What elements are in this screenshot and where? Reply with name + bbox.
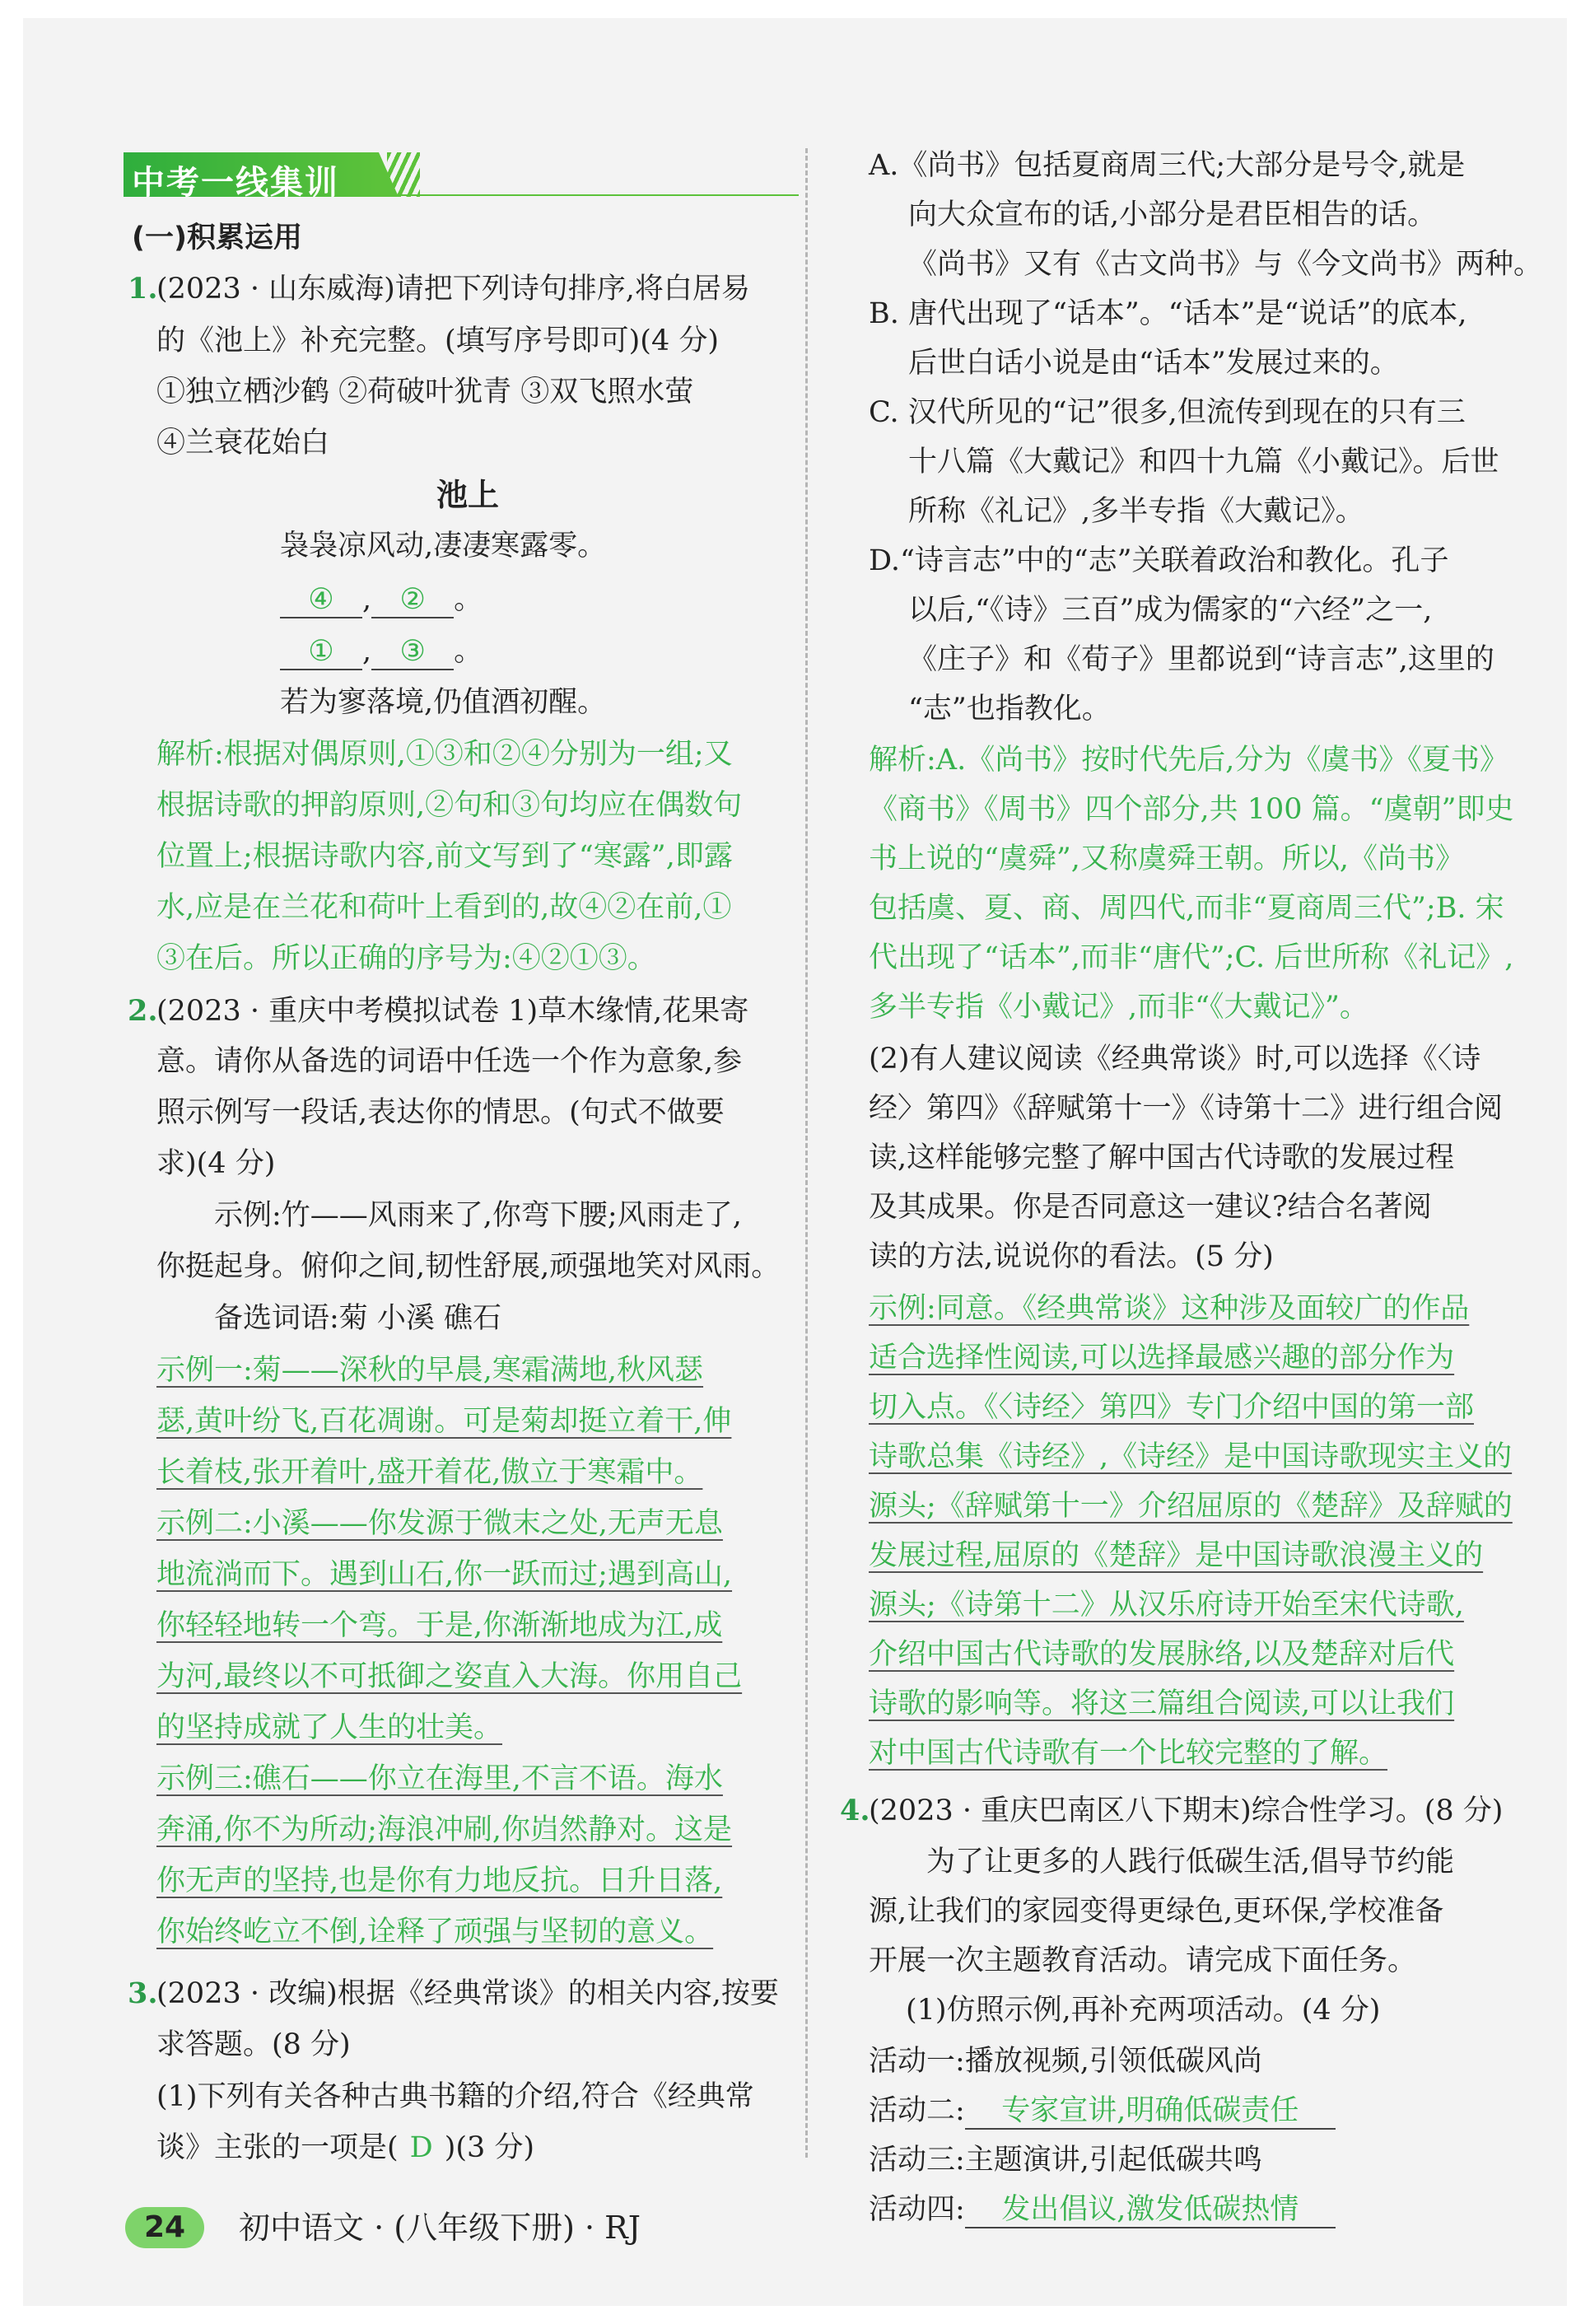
option-text: B. 唐代出现了“话本”。“话本”是“说话”的底本, [869,297,1467,330]
analysis-text: 位置上;根据诗歌内容,前文写到了“寒露”,即露 [156,840,733,873]
question-text: 经〉第四》《辞赋第十一》《诗第十二》进行组合阅 [869,1092,1504,1125]
question-text: (1)下列有关各种古典书籍的介绍,符合《经典常 [156,2080,754,2113]
analysis-text: 多半专指《小戴记》,而非“《大戴记》”。 [869,991,1369,1024]
question-text: (1)仿照示例,再补充两项活动。(4 分) [906,1994,1381,2027]
poem-line: 袅袅凉风动,凄凄寒露零。 [280,530,607,562]
option-text: 十八篇《大戴记》和四十九篇《小戴记》。后世 [908,446,1499,478]
answer-text: 适合选择性阅读,可以选择最感兴趣的部分作为 [869,1342,1455,1374]
answer-text: 源头;《诗第十二》从汉乐府诗开始至宋代诗歌, [869,1589,1464,1622]
answer-text: 切入点。《〈诗经〉第四》专门介绍中国的第一部 [869,1391,1475,1424]
subsection-heading: (一)积累运用 [132,222,302,254]
question-text: (2023 · 重庆中考模拟试卷 1)草木缘情,花果寄 [156,995,749,1028]
question-text: 求)(4 分) [156,1147,276,1180]
activity-answer: 发出倡议,激发低碳热情 [965,2192,1336,2228]
option-text: 《尚书》又有《古文尚书》与《今文尚书》两种。 [908,248,1543,281]
answer-text: 对中国古代诗歌有一个比较完整的了解。 [869,1737,1388,1770]
answer-text: 你轻轻地转一个弯。于是,你渐渐地成为江,成 [156,1609,723,1642]
poem-blank-line: ④ , ② 。 [280,582,483,618]
answer-text: 示例一:菊——深秋的早晨,寒霜满地,秋风瑟 [156,1354,704,1387]
poem-title: 池上 [436,476,500,513]
choice-answer: D [409,2131,433,2164]
poem-line: 若为寥落境,仍值酒初醒。 [280,686,607,719]
activity-item: 活动四: 发出倡议,激发低碳热情 [869,2192,1336,2228]
answer-text: 示例三:礁石——你立在海里,不言不语。海水 [156,1762,723,1795]
option-text: 后世白话小说是由“话本”发展过来的。 [908,347,1399,380]
question-text: 求答题。(8 分) [156,2028,351,2061]
question-number: 2. [128,994,158,1028]
question-text: 的《池上》补充完整。(填写序号即可)(4 分) [156,324,720,357]
question-text: 谈》主张的一项是( D )(3 分) [156,2131,535,2164]
option-text: A.《尚书》包括夏商周三代;大部分是号令,就是 [869,149,1466,182]
question-number: 3. [128,1976,158,2010]
answer-text: 为河,最终以不可抵御之姿直入大海。你用自己 [156,1660,743,1693]
answer-text: 诗歌总集《诗经》,《诗经》是中国诗歌现实主义的 [869,1440,1513,1473]
activity-answer: 专家宣讲,明确低碳责任 [965,2093,1336,2130]
answer-text: 发展过程,屈原的《楚辞》是中国诗歌浪漫主义的 [869,1539,1484,1572]
option-text: “志”也指教化。 [908,693,1111,726]
analysis-text: ③在后。所以正确的序号为:④②①③。 [156,942,656,975]
example-text: 示例:竹——风雨来了,你弯下腰;风雨走了, [214,1199,742,1232]
answer-text: 你始终屹立不倒,诠释了顽强与坚韧的意义。 [156,1916,714,1948]
answer-text: 瑟,黄叶纷飞,百花凋谢。可是菊却挺立着干,伸 [156,1405,732,1438]
analysis-text: 解析:A.《尚书》按时代先后,分为《虞书》《夏书》 [869,744,1508,777]
answer-text: 源头;《辞赋第十一》介绍屈原的《楚辞》及辞赋的 [869,1490,1513,1523]
option-text: 以后,“《诗》三百”成为儒家的“六经”之一, [908,594,1433,627]
option-text: 向大众宣布的话,小部分是君臣相告的话。 [908,198,1437,231]
question-text: 意。请你从备选的词语中任选一个作为意象,参 [156,1045,743,1078]
answer-text: 示例:同意。《经典常谈》这种涉及面较广的作品 [869,1292,1470,1325]
activity-item: 活动一:播放视频,引领低碳风尚 [869,2045,1262,2078]
analysis-text: 解析:根据对偶原则,①③和②④分别为一组;又 [156,738,733,771]
analysis-text: 书上说的“虞舜”,又称虞舜王朝。所以,《尚书》 [869,842,1465,875]
answer-text: 的坚持成就了人生的壮美。 [156,1711,503,1744]
question-text: 照示例写一段话,表达你的情思。(句式不做要 [156,1096,725,1129]
answer-text: 地流淌而下。遇到山石,你一跃而过;遇到高山, [156,1558,733,1591]
section-title: 中考一线集训 [132,164,339,202]
answer-text: 诗歌的影响等。将这三篇组合阅读,可以让我们 [869,1687,1455,1720]
poem-blank-line: ① , ③ 。 [280,634,483,670]
banner-stripes [387,152,420,197]
activity-item: 活动二: 专家宣讲,明确低碳责任 [869,2093,1336,2130]
word-options: 备选词语:菊 小溪 礁石 [214,1302,502,1335]
question-number: 1. [128,272,158,306]
example-text: 你挺起身。俯仰之间,韧性舒展,顽强地笑对风雨。 [156,1250,781,1283]
question-text: 源,让我们的家园变得更绿色,更环保,学校准备 [869,1895,1444,1928]
question-text: (2023 · 重庆巴南区八下期末)综合性学习。(8 分) [869,1794,1504,1827]
question-text: 及其成果。你是否同意这一建议?结合名著阅 [869,1191,1432,1224]
option-list: ④兰衰花始白 [156,427,330,460]
analysis-text: 代出现了“话本”,而非“唐代”;C. 后世所称《礼记》, [869,941,1514,974]
analysis-text: 根据诗歌的押韵原则,②句和③句均应在偶数句 [156,789,743,822]
answer-text: 示例二:小溪——你发源于微末之处,无声无息 [156,1507,723,1540]
analysis-text: 《商书》《周书》四个部分,共 100 篇。“虞朝”即史 [869,793,1514,826]
answer-blank: ③ [371,634,454,670]
answer-text: 长着枝,张开着叶,盛开着花,傲立于寒霜中。 [156,1456,703,1489]
question-text: 读的方法,说说你的看法。(5 分) [869,1240,1274,1273]
question-text: (2023 · 改编)根据《经典常谈》的相关内容,按要 [156,1977,779,2010]
answer-blank: ② [371,582,454,618]
answer-text: 奔涌,你不为所动;海浪冲刷,你岿然静对。这是 [156,1813,733,1846]
question-number: 4. [840,1794,870,1827]
column-divider [805,148,808,2158]
option-text: 所称《礼记》,多半专指《大戴记》。 [908,495,1364,528]
option-list: ①独立栖沙鹤 ②荷破叶犹青 ③双飞照水萤 [156,376,694,408]
analysis-text: 水,应是在兰花和荷叶上看到的,故④②在前,① [156,891,732,924]
question-text: (2023 · 山东威海)请把下列诗句排序,将白居易 [156,273,750,306]
question-text: (2)有人建议阅读《经典常谈》时,可以选择《〈诗 [869,1043,1481,1076]
answer-text: 你无声的坚持,也是你有力地反抗。日升日落, [156,1864,723,1897]
activity-item: 活动三:主题演讲,引起低碳共鸣 [869,2144,1262,2177]
analysis-text: 包括虞、夏、商、周四代,而非“夏商周三代”;B. 宋 [869,892,1504,925]
question-text: 读,这样能够完整了解中国古代诗歌的发展过程 [869,1141,1455,1174]
option-text: 《庄子》和《荀子》里都说到“诗言志”,这里的 [908,643,1494,676]
book-title: 初中语文 · (八年级下册) · RJ [239,2210,641,2246]
answer-text: 介绍中国古代诗歌的发展脉络,以及楚辞对后代 [869,1638,1455,1671]
answer-blank: ① [280,634,362,670]
option-text: D.“诗言志”中的“志”关联着政治和教化。孔子 [869,544,1449,577]
question-text: 开展一次主题教育活动。请完成下面任务。 [869,1944,1417,1977]
answer-blank: ④ [280,582,362,618]
option-text: C. 汉代所见的“记”很多,但流传到现在的只有三 [869,396,1466,429]
page-number: 24 [125,2207,204,2248]
question-text: 为了让更多的人践行低碳生活,倡导节约能 [926,1846,1455,1878]
banner-rule [379,194,799,196]
